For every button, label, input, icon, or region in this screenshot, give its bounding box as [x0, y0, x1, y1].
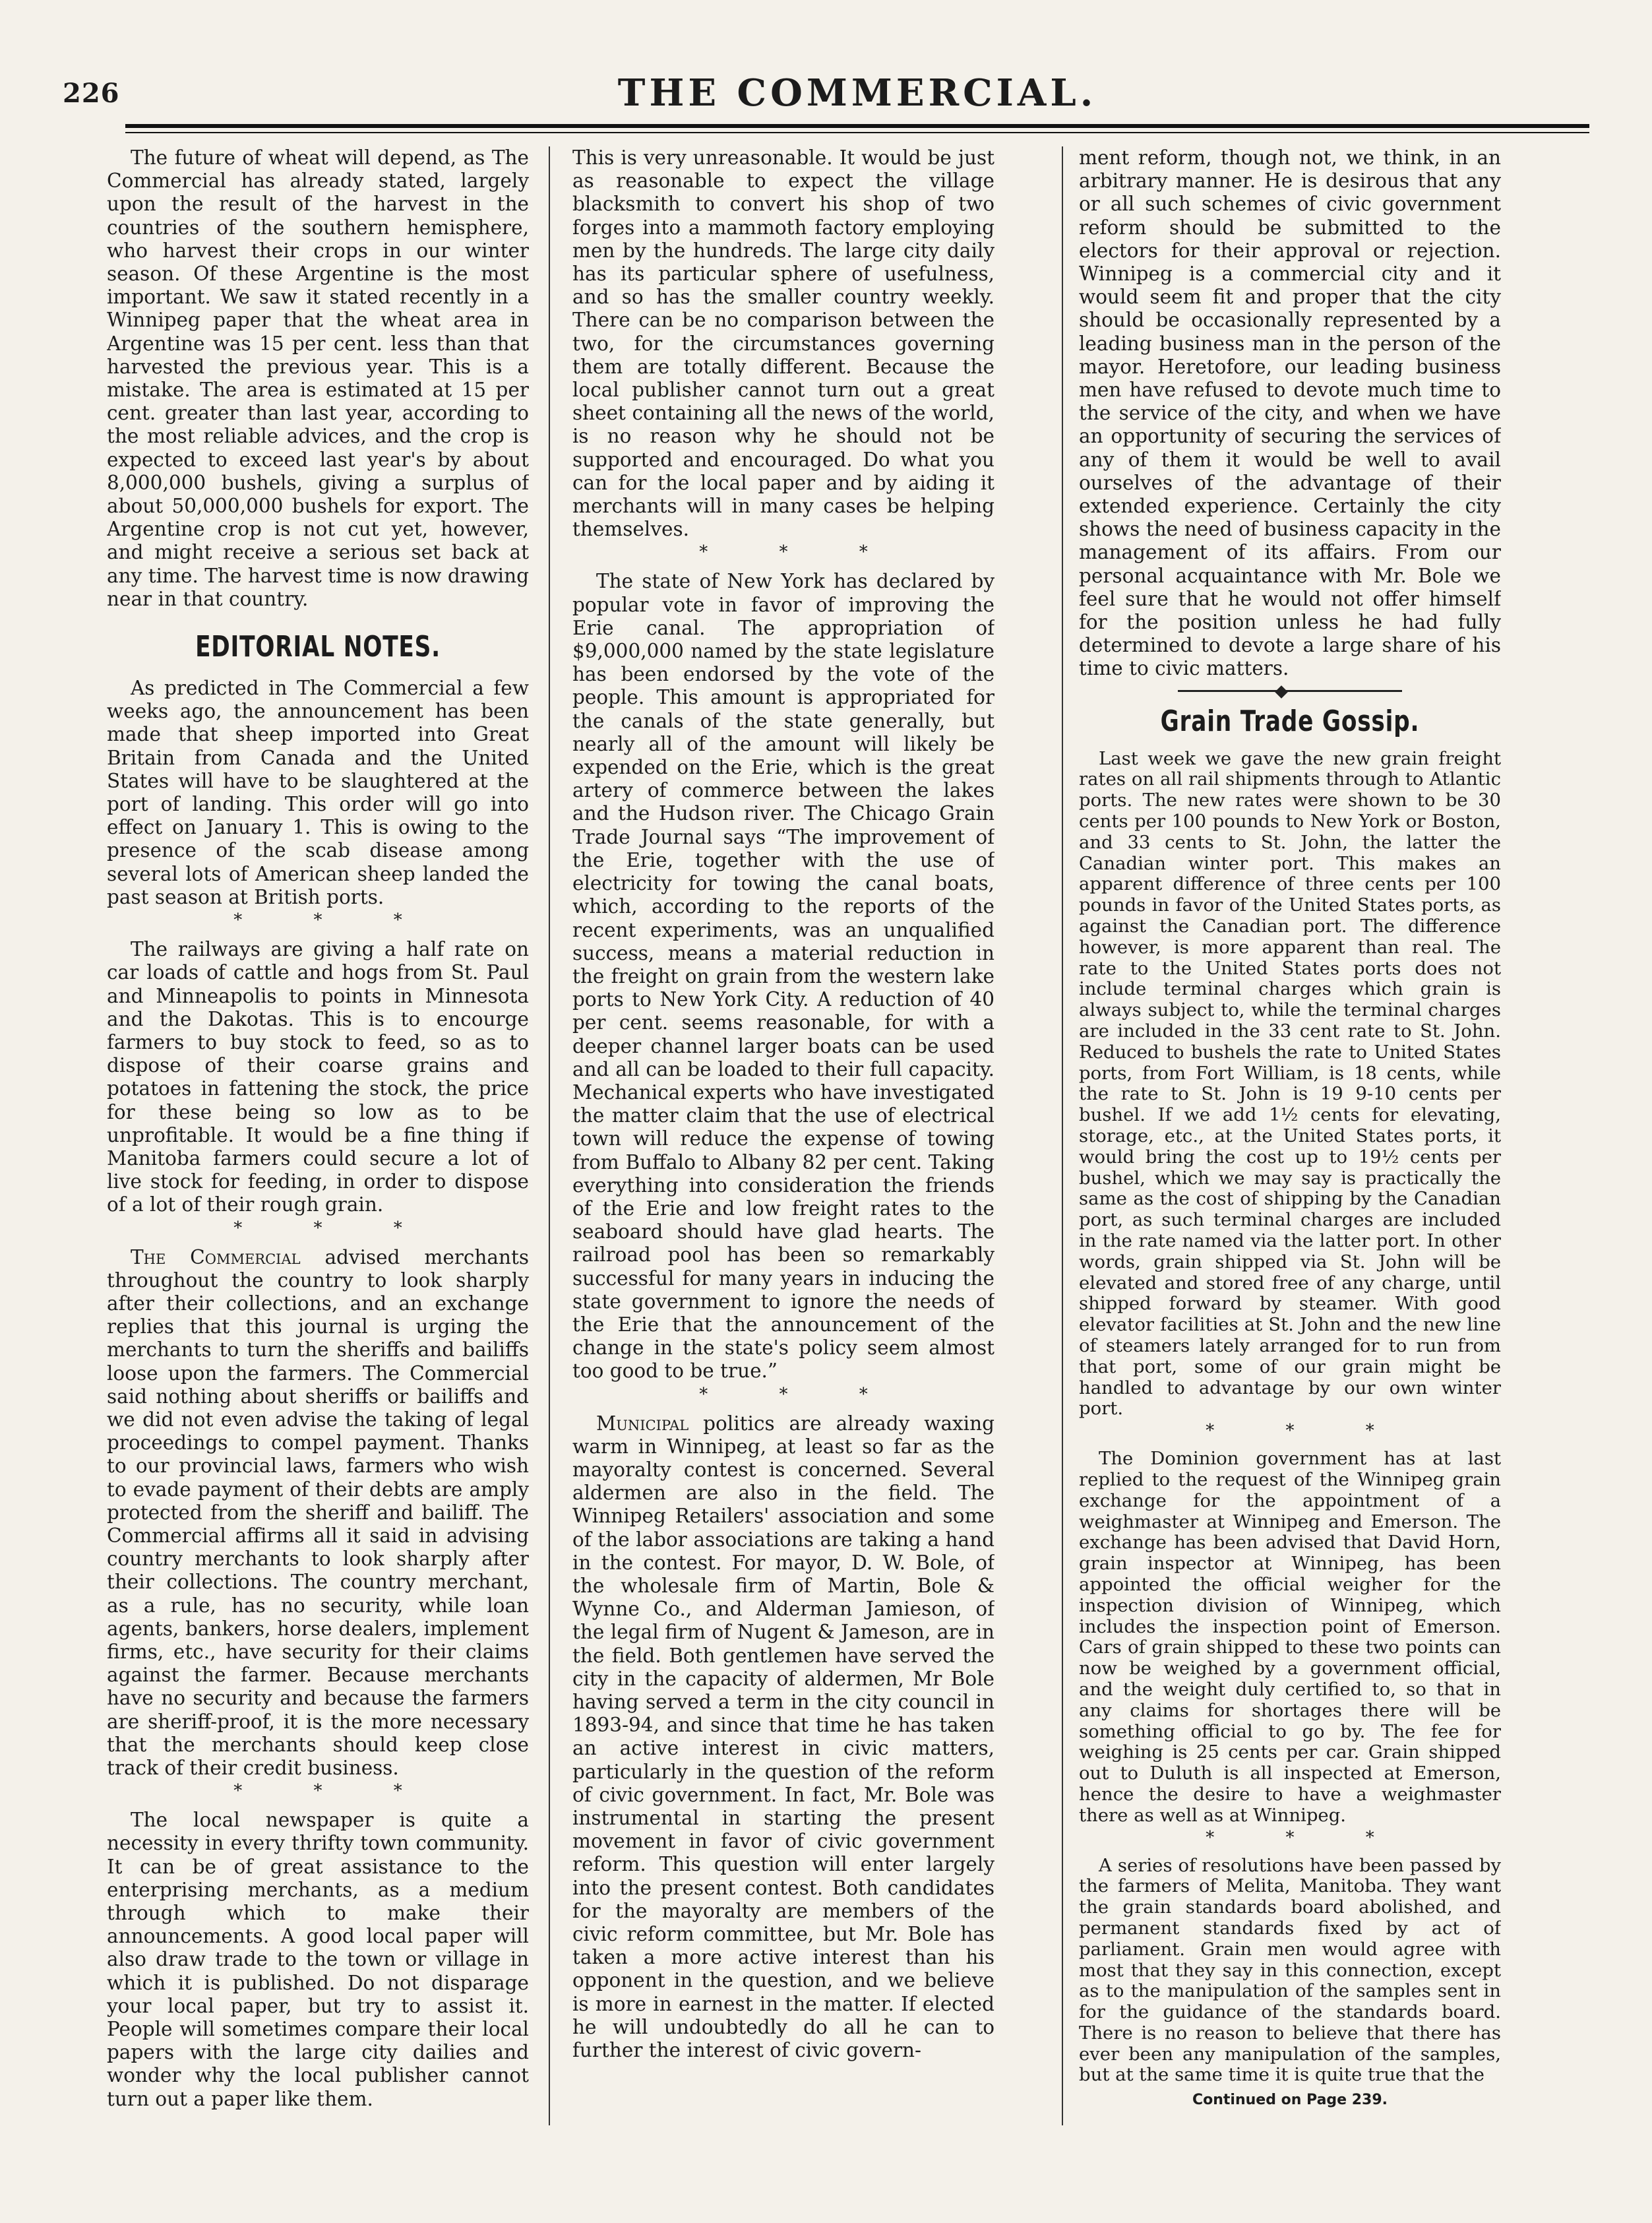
section-separator: * * * [699, 542, 901, 563]
ornamental-rule [1178, 690, 1402, 692]
note-newspaper-cont: This is very unreasonable. It would be just as reasonable to expect the village blacksmith to convert his shop of two forges into a mammoth factory employing men by the hundreds. The large city daily has its particular sphere of usefulness, and so has the smaller country weekly. There can be no comparison between the two, for the circumstances governing them are totally different. Because the local publisher cannot turn out a great sheet containing all the news of the world, is no reason why he should not be supported and encouraged. Do what you can for the local paper and by aiding it merchants will in many cases be helping themselves. [572, 146, 994, 541]
gossip-melita: A series of resolutions have been passed by the farmers of Melita, Manitoba. They want the grain standards board abolished, and permanent standards fixed by act of parliament. Grain men would agree with most that they say in this connection, except as to the manipulation of the samples sent in for the guidance of the standards board. There is no reason to believe that there has ever been any manipulation of the samples, but at the same time it is quite true that the [1079, 1854, 1501, 2086]
note-newspaper: The local newspaper is quite a necessity in every thrifty town community. It can be of great assistance to the enterprising merchants, as a medium through which to make their announcements. A good local paper will also draw trade to the town or village in which it is published. Do not disparage your local paper, but try to assist it. People will sometimes compare their local papers with the large city dailies and wonder why the local publisher cannot turn out a paper like them. [107, 1809, 529, 2110]
column-2 [572, 146, 994, 2165]
lead-in: The Commercial [131, 1245, 301, 1268]
column-divider [549, 146, 550, 2125]
note-sheep: As predicted in The Commercial a few weeks ago, the announcement has been made that sheep imported into Great Britain from Canada and the United States will have to be slaughtered at the port of landing. This order will go into effect on January 1. This is owing to the presence of the scab disease among several lots of American sheep landed the past season at British ports. [107, 677, 529, 908]
continued-notice: Continued on Page 239. [1192, 2092, 1388, 2109]
section-separator: * * * [1206, 1827, 1407, 1848]
section-separator: * * * [233, 1781, 435, 1801]
lead-in: Municipal [596, 1412, 689, 1435]
section-separator: * * * [1206, 1421, 1407, 1441]
grain-gossip-body [1079, 749, 1501, 2111]
header-rule [125, 124, 1589, 128]
header-rule-thin [125, 132, 1589, 133]
column-divider [1062, 146, 1063, 2125]
note-erie-canal: The state of New York has declared by popular vote in favor of improving the Erie canal. The appropriation of $9,000,000 named by the state legislature has been endorsed by the vote of the people. This amount is appropriated for the canals of the state generally, but nearly all of the amount will likely be expended on the Erie, which is the great artery of commerce between the lakes and the Hudson river. The Chicago Grain Trade Journal says “The improvement of the Erie, together with the use of electricity for towing the canal boats, which, according to the reports of the recent experiments, was an unqualified success, means a material reduction in the freight on grain from the western lake ports to New York City. A reduction of 40 per cent. seems reasonable, for with a deeper channel larger boats can be used and all can be loaded to their full capacity. Mechanical experts who have investigated the matter claim that the use of electrical town will reduce the expense of towing from Buffalo to Albany 82 per cent. Taking everything into consideration the friends of the Erie and low freight rates to the seaboard should have glad hearts. The railroad pool has been so remarkably successful for many years in inducing the state government to ignore the needs of the Erie that the announcement of the change in the state's policy seem almost too good to be true.” [572, 570, 994, 1383]
section-separator: * * * [233, 910, 435, 931]
article-wheat: The future of wheat will depend, as The Commercial has already stated, largely upon the result of the harvest in the countries of the southern hemisphere, who harvest their crops in our winter season. Of these Argentine is the most important. We saw it stated recently in a Winnipeg paper that the wheat area in Argentine was 15 per cent. less than that harvested the previous year. This is a mistake. The area is estimated at 15 per cent. greater than last year, according to the most reliable advices, and the crop is expected to exceed last year's by about 8,000,000 bushels, giving a surplus of about 50,000,000 bushels for export. The Argentine crop is not cut yet, however, and might receive a serious set back at any time. The harvest time is now drawing near in that country. [107, 146, 529, 610]
heading-grain-trade-gossip: Grain Trade Gossip. [1160, 704, 1420, 738]
note-municipal [572, 1412, 994, 2063]
section-separator: * * * [233, 1218, 435, 1238]
column-3 [1079, 146, 1501, 2165]
note-municipal-cont: ment reform, though not, we think, in an arbitrary manner. He is desirous that any or all such schemes of civic government reform should be submitted to the electors for their approval or rejection. Winnipeg is a commercial city and it would seem fit and proper that the city should be occasionally represented by a leading business man in the person of the mayor. Heretofore, our leading business men have refused to devote much time to the service of the city, and when we have an opportunity of securing the services of any of them it would be well to avail ourselves of the advantage of their extended experience. Certainly the city shows the need of business capacity in the management of its affairs. From our personal acquaintance with Mr. Bole we feel sure that he would not offer himself for the position unless he had fully determined to devote a large share of his time to civic matters. [1079, 146, 1501, 680]
column-1 [107, 146, 529, 2165]
heading-editorial-notes: EDITORIAL NOTES. [195, 630, 441, 664]
page-number: 226 [63, 78, 120, 109]
gossip-weighmaster: The Dominion government has at last replied to the request of the Winnipeg grain exchange for the appointment of a weighmaster at Winnipeg and Emerson. The exchange has been advised that David Horn, grain inspector at Winnipeg, has been appointed the official weigher for the inspection division of Winnipeg, which includes the inspection point of Emerson. Cars of grain shipped to these two points can now be weighed by a government official, and the weight duly certified to, so that in any claims for shortages there will be something official to go by. The fee for weighing is 25 cents per car. Grain shipped out to Duluth is all inspected at Emerson, hence the desire to have a weighmaster there as well as at Winnipeg. [1079, 1448, 1501, 1826]
note-collections-text: advised merchants throughout the country to look sharply after their collections, and an exchange replies that this journal is urging the merchants to turn the sheriffs and bailiffs loose upon the farmers. The Commercial said nothing about sheriffs or bailiffs and we did not even advise the taking of legal proceedings to compel payment. Thanks to our provincial laws, farmers who wish to evade payment of their debts are amply protected from the sheriff and bailiff. The Commercial affirms all it said in advising country merchants to look sharply after their collections. The country merchant, as a rule, has no security, while loan agents, bankers, horse dealers, implement firms, etc., have security for their claims against the farmer. Because merchants have no security and because the farmers are sheriff-proof, it is the more necessary that the merchants should keep close track of their credit business. [107, 1245, 529, 1779]
note-collections [107, 1246, 529, 1780]
note-municipal-text: politics are already waxing warm in Winnipeg, at least so far as the mayoralty contest is concerned. Several aldermen are also in the field. The Winnipeg Retailers' association and some of the labor associations are taking a hand in the contest. For mayor, D. W. Bole, of the wholesale firm of Martin, Bole & Wynne Co., and Alderman Jamieson, of the legal firm of Nugent & Jameson, are in the field. Both gentlemen have served the city in the capacity of aldermen, Mr Bole having served a term in the city council in 1893-94, and since that time he has taken an active interest in civic matters, particularly in the question of the reform of civic government. In fact, Mr. Bole was instrumental in starting the present movement in favor of civic government reform. This question will enter largely into the present contest. Both candidates for the mayoralty are members of the civic reform committee, but Mr. Bole has taken a more active interest than his opponent in the question, and we believe is more in earnest in the matter. If elected he will undoubtedly do all he can to further the interest of civic govern- [572, 1412, 994, 2062]
note-railways: The railways are giving a half rate on car loads of cattle and hogs from St. Paul and Minneapolis to points in Minnesota and the Dakotas. This is to encourge farmers to buy stock to feed, so as to dispose of their coarse grains and potatoes in fattening the stock, the price for these being so low as to be unprofitable. It would be a fine thing if Manitoba farmers could secure a lot of live stock for feeding, in order to dispose of a lot of their rough grain. [107, 938, 529, 1216]
masthead-title: THE COMMERCIAL. [617, 71, 1097, 115]
gossip-freight-rates: Last week we gave the new grain freight rates on all rail shipments through to Atlantic ports. The new rates were shown to be 30 cents per 100 pounds to New York or Boston, and 33 cents to St. John, the latter the Canadian winter port. This makes an apparent difference of three cents per 100 pounds in favor of the United States ports, as against the Canadian port. The difference however, is more apparent than real. The rate to the United States ports does not include terminal charges which grain is always subject to, while the terminal charges are included in the 33 cent rate to St. John. Reduced to bushels the rate to United States ports, from Fort William, is 18 cents, while the rate to St. John is 19 9-10 cents per bushel. If we add 1½ cents for elevating, storage, etc., at the United States ports, it would bring the cost up to 19½ cents per bushel, which we may say is practically the same as the cost of shipping by the Canadian port, as such terminal charges are included in the rate named via the latter port. In other words, grain shipped via St. John will be elevated and stored free of any charge, until shipped forward by steamer. With good elevator facilities at St. John and the new line of steamers lately arranged for to run from that port, some of our grain might be handled to advantage by our own winter port. [1079, 747, 1501, 1420]
section-separator: * * * [699, 1384, 901, 1404]
